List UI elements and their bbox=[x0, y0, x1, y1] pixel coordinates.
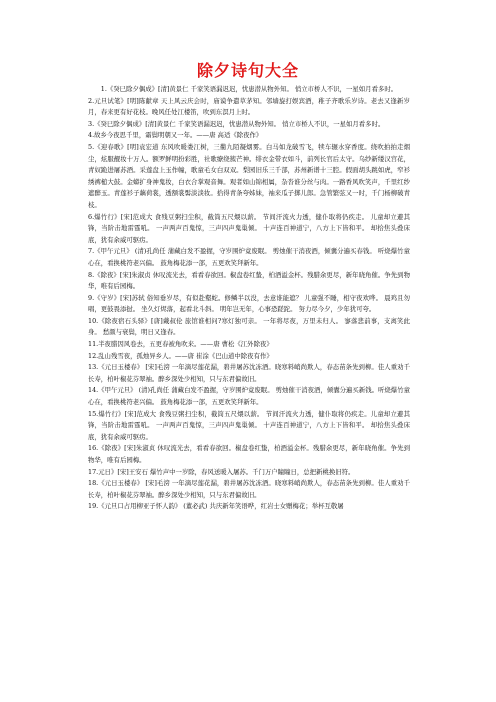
poem-entry-4: 4.故乡今夜思千里，霜鬓明朝又一年。——唐 高适《除夜作》 bbox=[88, 131, 263, 140]
poem-entry-13: 13.《元日玉楼春》 [宋]毛滂 一年滴尽莲花漏，碧井屠苏沈冻酒。晓寒料峭尚欺人，春态苗条先到柳。佳人重劝千长寿，柏叶椒花芬翠袖。醉乡深处少相知，只与东君偏故旧。 bbox=[88, 363, 410, 383]
poem-entry-10: 10.《除夜宿石头驿》[唐]戴叔伦 旅馆谁相问?寒灯独可亲。 一年将尽夜，万里未归人。 寥落悲前事，支离笑此身。 愁颜与衰鬓，明日又逢春。 bbox=[88, 316, 410, 337]
poem-entry-16: 16.《除夜》[宋]朱淑贞 休叹流光去，看看春欲回。椒盘卷红蛰，柏酒溢金杯。残腊余更尽，新年晓角催。争先到物华，唯有后园梅。 bbox=[88, 444, 410, 464]
poem-entry-11: 11.半夜腊因风卷去，五更春被角吹来。——唐 曹松《江外除夜》 bbox=[88, 340, 273, 349]
poem-entry-3: 3.《癸巳除夕偶成》[清]黄景仁 千家笑语漏迟迟，忧患潜从物外知。 悄立市桥人不识，一星如月看多时。 bbox=[88, 119, 385, 128]
poem-entry-18: 18.《元日玉楼春》 [宋]毛滂 一年滴尽莲花漏，碧井屠苏沈冻酒。晓寒料峭尚欺人，春态苗条先到柳。佳人重劝千长寿，柏叶椒花芬翠袖。醉乡深处少相知，只与东君偏故旧。 bbox=[88, 479, 410, 499]
poem-entry-19: 19.《元旦口占用柳亚子怀人韵》 (董必武) 共庆新年笑语哗，红岩士女赠梅花；举杯互敬屠 bbox=[88, 502, 344, 511]
poem-entry-7: 7.《甲午元旦》 (清)孔尚任 蒲藏白发不盈握，守岁围炉竟废眠。 剪烛催干消夜酒，倾囊分遍买春钱。 听烧爆竹童心在，看换桃符老兴偏。 鼓角梅花添一部，五更欢笑拜新年。 bbox=[88, 247, 410, 267]
poem-entry-8: 8.《除夜》[宋]朱淑贞 休叹流光去，看看春欲回。椒盘卷红蛰，柏酒溢金杯。残腊余更尽，新年晓角催。争先到物华，唯有后园梅。 bbox=[88, 270, 410, 291]
document-title: 除夕诗句大全 bbox=[196, 61, 299, 80]
poem-entry-1: 1.《癸巳除夕偶成》[清]黄景仁 千家笑语漏迟迟，忧患潜从物外知。 悄立市桥人不识，一星如月看多时。 bbox=[100, 85, 398, 93]
poem-entry-15: 15.爆竹行》[宋]范成大 食残豆粥扫尘积，截筒五尺煨以薪。 节间汗流火力透，健仆取将仍疾走。儿童却立避其锋，当阶击地雷霆吼。 一声两声百鬼惊，三声四声鬼巢倾。 十声连百神道宁，八方上下皆和平。 却拾焦头叠床底，犹有余威可驱疠。 bbox=[88, 409, 410, 441]
document-body bbox=[88, 84, 410, 513]
poem-entry-6: 6.爆竹行》[宋]范成大 食残豆粥扫尘积，截筒五尺煨以薪。 节间汗流火力透，健仆取将仍疾走。 儿童却立避其锋，当阶击地雷霆吼。 一声两声百鬼惊，三声四声鬼巢倾。 十声连百神道宁，八方上下皆和平。 却拾焦头叠床底，犹有余威可驱疠。 bbox=[88, 212, 410, 244]
poem-entry-9: 9.《守岁》[宋]苏轼 俗知垂岁尽，有似赴壑蛇。修鳞半以没，去意谁能遮？ 儿童强不睡，相守夜欢哗。 晨鸡且勿唱，更鼓畏添挝。 坐久灯烬落，起看北斗斜。 明年岂无年，心事恐蹉跎。 努力尽今夕，少年犹可夸。 bbox=[88, 293, 410, 314]
poem-entry-2: 2.元旦试笔》[明]陈献章 天上风云庆会时，庙谟争遣草茅知。邻墙旋打娱宾酒，稚子齐歌乐岁诗。老去又逢新岁月，春来更有好花枝。晚风任处江楼笛，吹到东溟月上时。 bbox=[88, 96, 410, 117]
poem-entry-12: 12.乱山残雪夜，孤烛异乡人。——唐 崔涂《巴山道中除夜有作》 bbox=[88, 351, 273, 360]
poem-entry-17: 17.元日》[宋]王安石 爆竹声中一岁除，春风送暖入屠苏。千门万户瞳瞳日，总把新桃换旧符。 bbox=[88, 467, 355, 476]
poem-entry-5: 5.《迎春歌》[明]袁宏道 东风吹暖娄江树，三衢九陌凝烟雾。白马如龙破雪飞，犊车辗水穿香度。绕吹拍拍走烟尘，炫服靓妆十万人。额罗鲜明扮彩胜，社歌缭绕簇芒神。绯衣金带衣如斗，前列长官后太守。乌纱新缕汉宫花，青奴跪进屠苏酒。采莲盘上玉作幢，歌童毛女白双双。梨园旧乐三千部，苏州新谱十三腔。假面胡头跳如虎，窄衫绣裤槌大鼓。金蟒扩身神鬼妆，白衣合掌观音舞。观者如山锦相属，杂沓谁分丝与肉。一路香风吹笑声，千里红纱遮醉玉。青莲衫子藕荷裳，透额裳髻淡淡妆。拾得青条夸姊妹，袖来瓜子掷儿郎。急管繁弦又一时，千门杨柳破青枝。 bbox=[88, 142, 410, 209]
poem-entry-14: 14.《甲午元旦》 (清)孔尚任 蒲藏白发不盈握，守岁围炉竟废眠。 剪烛催干消夜酒，倾囊分遍买新钱。听烧爆竹童心在，看换桃符老兴偏。 鼓角梅花添一部，五更欢笑拜新年。 bbox=[88, 386, 410, 407]
